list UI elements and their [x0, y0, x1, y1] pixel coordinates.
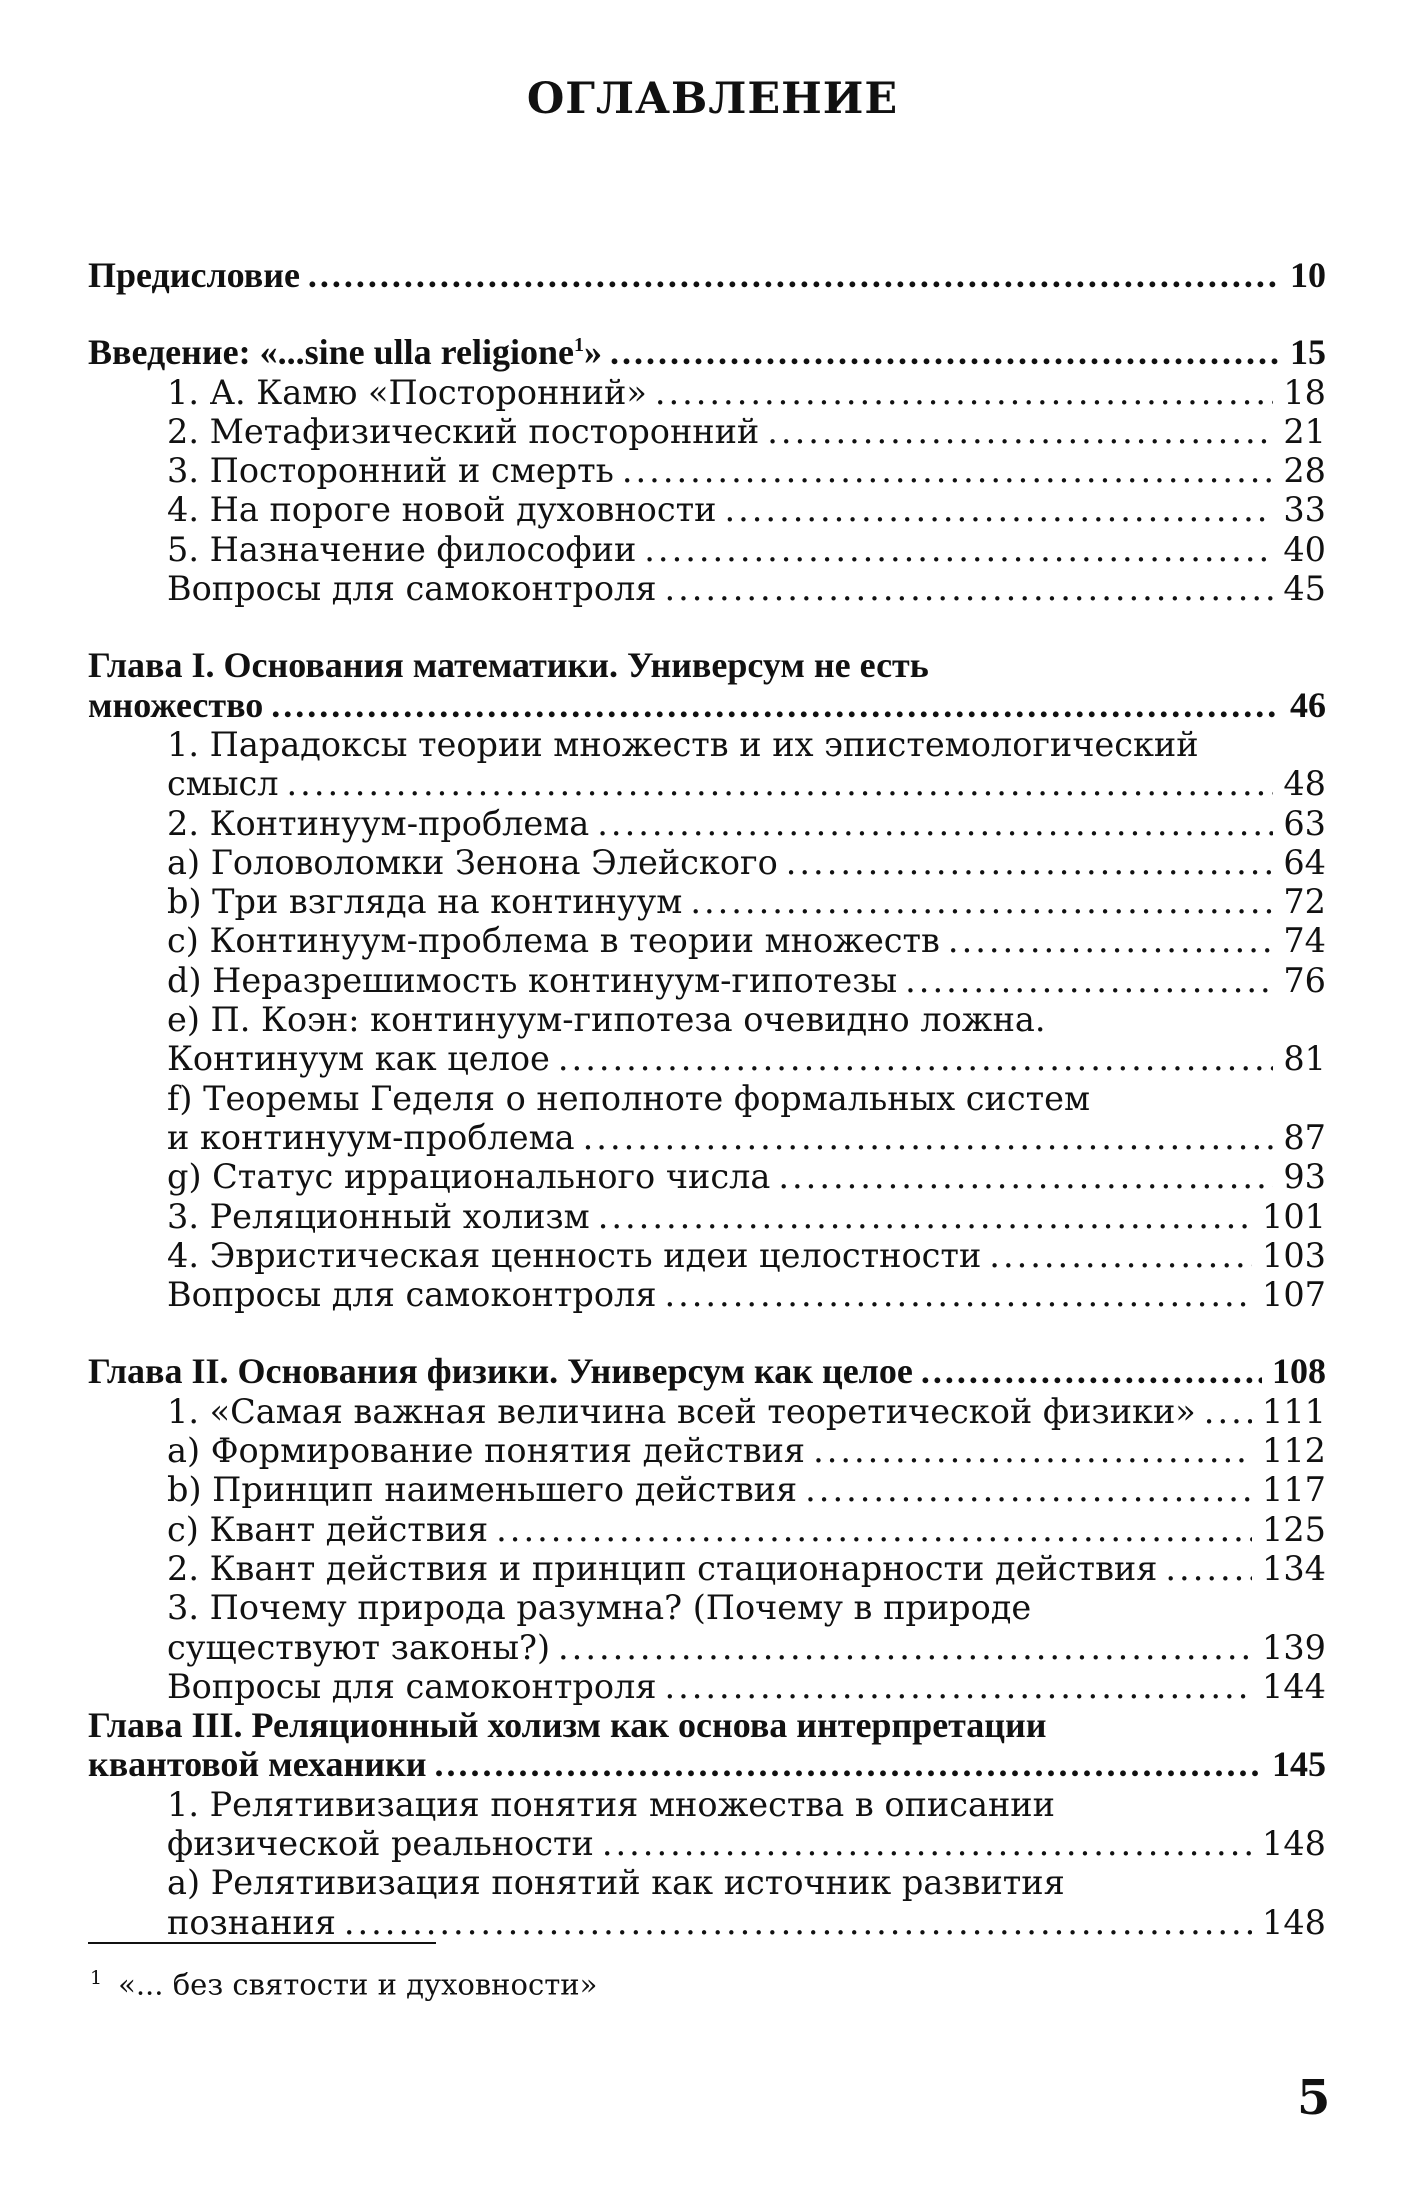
toc-entry-label[interactable]: f) Теоремы Геделя о неполноте формальных систем	[167, 1078, 1091, 1118]
toc-entry[interactable]	[88, 1824, 1326, 1863]
leader-dots	[1204, 1392, 1252, 1431]
leader-dots	[496, 1510, 1252, 1549]
toc-entry-label: физической реальности	[167, 1823, 594, 1863]
toc-entry-page: 15	[1290, 332, 1326, 373]
toc-entry-page: 144	[1262, 1666, 1326, 1706]
toc-entry-label: с) Квант действия	[167, 1509, 489, 1549]
toc-entry-label: Вопросы для самоконтроля	[167, 1275, 657, 1315]
toc-entry-page: 111	[1262, 1391, 1326, 1431]
toc-entry-chapter-1[interactable]	[88, 686, 1326, 725]
toc-entry[interactable]	[88, 1197, 1326, 1236]
toc-entry[interactable]	[88, 490, 1326, 529]
leader-dots	[344, 1903, 1252, 1942]
leader-dots	[921, 1352, 1262, 1391]
toc-entry[interactable]	[88, 1470, 1326, 1509]
toc-entry-label: d) Неразрешимость континуум-гипотезы	[167, 960, 898, 1000]
toc-entry-page: 72	[1283, 882, 1326, 922]
leader-dots	[622, 451, 1273, 490]
toc-entry-label: g) Статус иррационального числа	[167, 1157, 771, 1197]
table-of-contents	[88, 256, 1326, 1942]
toc-entry-label: Вопросы для самоконтроля	[167, 569, 657, 609]
toc-entry-page: 81	[1283, 1039, 1326, 1079]
toc-entry-label: смысл	[167, 764, 279, 804]
toc-entry-page: 87	[1283, 1117, 1326, 1157]
leader-dots	[308, 256, 1280, 295]
toc-entry-label: 4. Эвристическая ценность идеи целостности	[167, 1235, 982, 1275]
toc-chapter-3-title[interactable]: Глава III. Реляционный холизм как основа интерпретации	[88, 1705, 1047, 1746]
toc-entry-label: познания	[167, 1902, 336, 1942]
toc-entry-label: а) Формирование понятия действия	[167, 1431, 806, 1471]
page-number: 5	[1297, 2070, 1331, 2126]
toc-entry-page: 148	[1262, 1823, 1326, 1863]
toc-entry[interactable]	[88, 764, 1326, 803]
leader-dots	[724, 490, 1273, 529]
toc-entry-label: 3. Реляционный холизм	[167, 1196, 590, 1236]
toc-entry[interactable]	[88, 1628, 1326, 1667]
toc-entry-label: Континуум как целое	[167, 1039, 550, 1079]
footnote-text: «... без святости и духовности»	[118, 1967, 598, 2002]
toc-entry-page: 134	[1262, 1548, 1326, 1588]
toc-chapter-1-title[interactable]: Глава I. Основания математики. Универсум не есть	[88, 645, 929, 686]
toc-entry-label[interactable]: 1. Релятивизация понятия множества в описании	[167, 1784, 1055, 1824]
toc-entry-label: 3. Посторонний и смерть	[167, 451, 614, 491]
leader-dots	[583, 1118, 1274, 1157]
leader-dots	[271, 686, 1280, 725]
toc-entry-label: 1. А. Камю «Посторонний»	[167, 372, 647, 412]
leader-dots	[767, 412, 1273, 451]
toc-entry-label: 2. Континуум-проблема	[167, 803, 590, 843]
toc-entry-label: множество	[88, 684, 264, 725]
toc-entry-page: 74	[1283, 921, 1326, 961]
toc-entry-page: 93	[1283, 1157, 1326, 1197]
toc-entry[interactable]	[88, 1510, 1326, 1549]
toc-entry-introduction[interactable]	[88, 333, 1326, 372]
toc-entry-label[interactable]: 1. Парадоксы теории множеств и их эпистемологический	[167, 724, 1199, 764]
toc-entry-label: и континуум-проблема	[167, 1117, 575, 1157]
leader-dots	[1165, 1549, 1252, 1588]
toc-entry-page: 107	[1262, 1275, 1326, 1315]
toc-entry-label: 4. На пороге новой духовности	[167, 490, 717, 530]
toc-entry[interactable]	[88, 1157, 1326, 1196]
toc-entry-label: 2. Квант действия и принцип стационарности действия	[167, 1548, 1158, 1588]
footnote	[90, 1960, 597, 2003]
toc-entry-page: 33	[1283, 490, 1326, 530]
leader-dots	[434, 1745, 1262, 1784]
leader-dots	[805, 1470, 1252, 1509]
toc-entry-label: 1. «Самая важная величина всей теоретической физики»	[167, 1391, 1196, 1431]
leader-dots	[597, 804, 1273, 843]
leader-dots	[558, 1628, 1252, 1667]
leader-dots	[786, 843, 1274, 882]
toc-entry-page: 112	[1262, 1431, 1326, 1471]
toc-entry-page: 18	[1283, 372, 1326, 412]
leader-dots	[558, 1039, 1273, 1078]
toc-entry-page: 108	[1272, 1351, 1326, 1392]
toc-entry-page: 46	[1290, 684, 1326, 725]
toc-entry-page: 139	[1262, 1627, 1326, 1667]
leader-dots	[598, 1197, 1252, 1236]
toc-entry-page: 148	[1262, 1902, 1326, 1942]
toc-entry[interactable]	[88, 1431, 1326, 1470]
page-title: ОГЛАВЛЕНИЕ	[526, 74, 899, 124]
toc-entry-chapter-3[interactable]	[88, 1745, 1326, 1784]
toc-entry-page: 125	[1262, 1509, 1326, 1549]
leader-dots	[644, 530, 1273, 569]
toc-entry[interactable]	[88, 451, 1326, 490]
toc-entry-label: b) Три взгляда на континуум	[167, 882, 683, 922]
toc-entry-label: с) Континуум-проблема в теории множеств	[167, 921, 940, 961]
leader-dots	[905, 961, 1273, 1000]
toc-entry-label[interactable]: 3. Почему природа разумна? (Почему в природе	[167, 1588, 1032, 1628]
toc-entry-questions[interactable]	[88, 1275, 1326, 1314]
toc-entry-questions[interactable]	[88, 569, 1326, 608]
leader-dots	[664, 569, 1273, 608]
toc-entry[interactable]	[88, 921, 1326, 960]
toc-entry-chapter-2[interactable]	[88, 1352, 1326, 1391]
toc-entry-page: 40	[1283, 529, 1326, 569]
toc-entry-label: 2. Метафизический посторонний	[167, 411, 760, 451]
leader-dots	[813, 1431, 1252, 1470]
leader-dots	[664, 1667, 1252, 1706]
toc-entry-questions[interactable]	[88, 1667, 1326, 1706]
toc-entry[interactable]	[88, 1236, 1326, 1275]
toc-entry-page: 45	[1283, 569, 1326, 609]
toc-entry-label[interactable]: е) П. Коэн: континуум-гипотеза очевидно ложна.	[167, 1000, 1046, 1040]
leader-dots	[948, 921, 1273, 960]
toc-entry-label: Предисловие	[88, 255, 300, 295]
leader-dots	[778, 1157, 1273, 1196]
leader-dots	[602, 1824, 1252, 1863]
footnote-divider	[88, 1942, 436, 1944]
toc-entry[interactable]	[88, 882, 1326, 921]
toc-entry[interactable]	[88, 412, 1326, 451]
footnote-reference[interactable]: 1	[573, 334, 584, 357]
toc-entry-page: 101	[1262, 1196, 1326, 1236]
toc-entry[interactable]	[88, 373, 1326, 412]
toc-entry-label[interactable]: а) Релятивизация понятий как источник развития	[167, 1863, 1065, 1903]
toc-entry[interactable]	[88, 1392, 1326, 1431]
toc-entry-page: 145	[1272, 1744, 1326, 1785]
footnote-mark: 1	[90, 1967, 103, 1989]
toc-entry-label: Вопросы для самоконтроля	[167, 1666, 657, 1706]
toc-entry-page: 117	[1262, 1470, 1326, 1510]
toc-entry-label: 5. Назначение философии	[167, 529, 637, 569]
toc-entry[interactable]	[88, 1903, 1326, 1942]
toc-entry[interactable]	[88, 1039, 1326, 1078]
toc-entry-page: 63	[1283, 803, 1326, 843]
toc-entry[interactable]	[88, 530, 1326, 569]
toc-entry-page: 76	[1283, 960, 1326, 1000]
toc-entry-preface[interactable]	[88, 256, 1326, 295]
toc-entry[interactable]	[88, 1549, 1326, 1588]
toc-entry-page: 103	[1262, 1235, 1326, 1275]
toc-entry-label: существуют законы?)	[167, 1627, 551, 1667]
toc-entry[interactable]	[88, 843, 1326, 882]
toc-entry-page: 28	[1283, 451, 1326, 491]
toc-entry-page: 64	[1283, 842, 1326, 882]
toc-entry-label: Глава II. Основания физики. Универсум как целое	[88, 1351, 913, 1392]
toc-entry-label: квантовой механики	[88, 1744, 427, 1785]
toc-entry[interactable]	[88, 804, 1326, 843]
leader-dots	[287, 764, 1274, 803]
toc-entry-page: 48	[1283, 764, 1326, 804]
toc-entry[interactable]	[88, 1118, 1326, 1157]
leader-dots	[989, 1236, 1252, 1275]
toc-entry-label: b) Принцип наименьшего действия	[167, 1470, 798, 1510]
toc-entry[interactable]	[88, 961, 1326, 1000]
leader-dots	[690, 882, 1273, 921]
leader-dots	[610, 333, 1280, 372]
toc-entry-label: а) Головоломки Зенона Элейского	[167, 842, 778, 882]
leader-dots	[664, 1275, 1252, 1314]
toc-entry-page: 10	[1290, 255, 1326, 295]
toc-entry-label: Введение: «...sine ulla religione$^1$»	[88, 332, 602, 373]
toc-entry-page: 21	[1283, 411, 1326, 451]
leader-dots	[655, 373, 1274, 412]
